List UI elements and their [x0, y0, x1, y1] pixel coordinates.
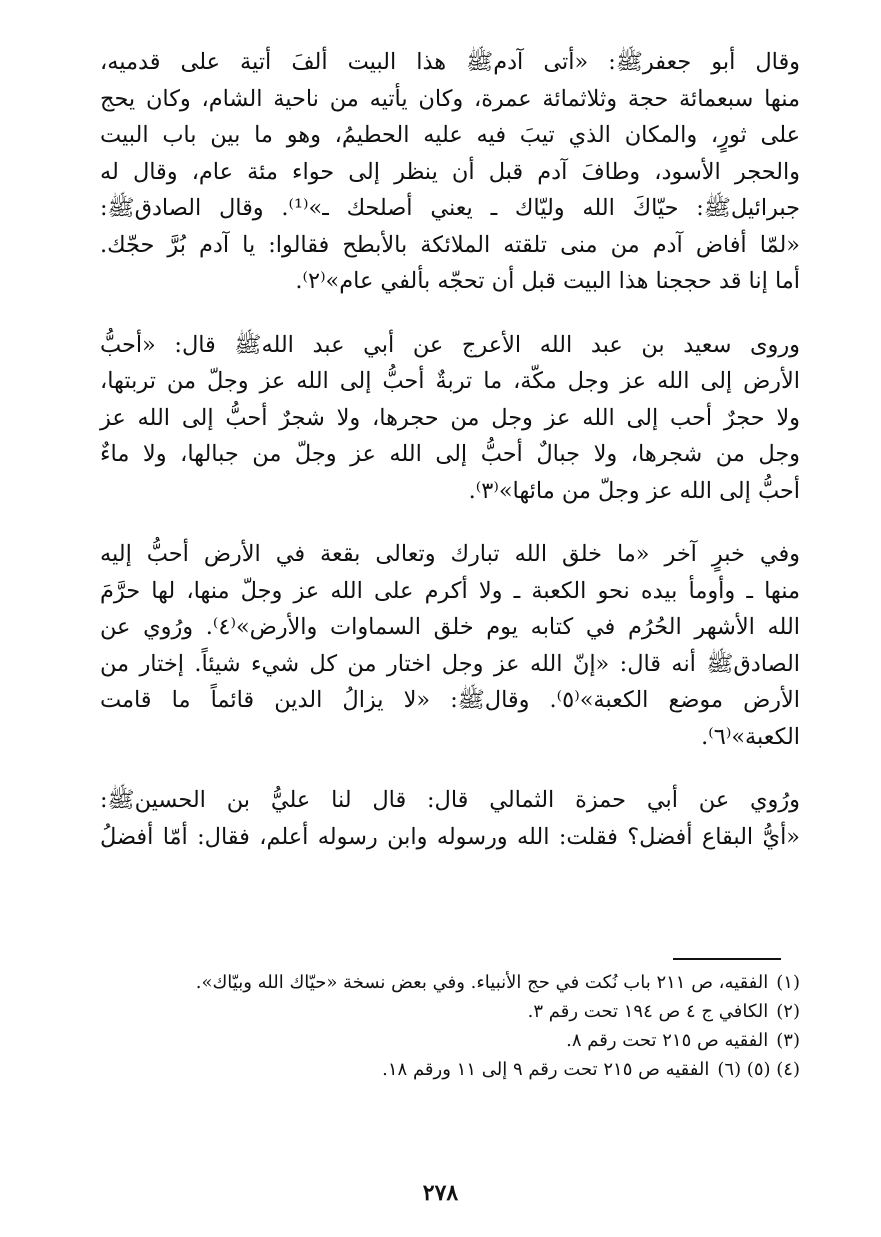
text-line: الله الأشهر الحُرُم في كتابه يوم خلق السماوات والأرض»⁽٤⁾. ورُوي عن	[100, 614, 800, 640]
footnote-text: الفقيه ص ٢١٥ تحت رقم ٩ إلى ١١ ورقم ١٨.	[382, 1059, 710, 1080]
footnote-number: (٢)	[776, 1001, 800, 1022]
footnote	[100, 968, 800, 997]
paragraph-4	[100, 782, 800, 855]
text-line: وفي خبرٍ آخر «ما خلق الله تبارك وتعالى بقعة في الأرض أحبُّ إليه	[100, 541, 800, 567]
footnote-number: (١)	[776, 972, 800, 993]
paragraph-3	[100, 536, 800, 755]
page-number: ٢٧٨	[422, 1180, 459, 1206]
paragraph-2	[100, 327, 800, 510]
text-line: ورُوي عن أبي حمزة الثمالي قال: قال لنا عليُّ بن الحسينﷺ:	[100, 787, 800, 813]
footnote	[100, 1026, 800, 1055]
text-line: الكعبة»⁽٦⁾.	[701, 723, 800, 750]
main-text	[100, 44, 800, 882]
text-line: على ثورٍ، والمكان الذي تيبَ فيه عليه الحطيمُ، وهو ما بين باب البيت	[100, 122, 800, 148]
footnote-number: (٤) (٥) (٦)	[717, 1059, 800, 1080]
text-line: «أيُّ البقاع أفضل؟ فقلت: الله ورسوله وابن رسوله أعلم، فقال: أمّا أفضلُ	[100, 823, 800, 850]
text-line: وروى سعيد بن عبد الله الأعرج عن أبي عبد اللهﷺ قال: «أحبُّ	[100, 331, 800, 358]
text-line: ولا حجرٌ أحب إلى الله عز وجل من حجرها، ولا شجرٌ أحبُّ إلى الله عز	[100, 404, 800, 431]
footnote-number: (٣)	[776, 1030, 800, 1051]
text-line: وقال أبو جعفرﷺ: «أتى آدمﷺ هذا البيت ألفَ أتية على قدميه،	[100, 49, 800, 75]
footnotes	[100, 968, 800, 1084]
footnote-text: الفقيه، ص ٢١١ باب نُكت في حج الأنبياء. وفي بعض نسخة «حيّاك الله وبيّاك».	[195, 972, 769, 993]
text-line: منها سبعمائة حجة وثلاثمائة عمرة، وكان يأتيه من ناحية الشام، وكان يحج	[100, 85, 800, 112]
footnote-divider	[673, 958, 781, 960]
footnote	[100, 1055, 800, 1084]
text-line: الأرض إلى الله عز وجل مكّة، ما تربةٌ أحبُّ إلى الله عز وجلّ من تربتها،	[100, 368, 800, 394]
text-line: «لمّا أفاض آدم من منى تلقته الملائكة بالأبطح فقالوا: يا آدم بُرَّ حجّك.	[100, 231, 800, 258]
text-line: أما إنا قد حججنا هذا البيت قبل أن تحجّه بألفي عام»⁽٢⁾.	[295, 268, 800, 294]
footnote-text: الفقيه ص ٢١٥ تحت رقم ٨.	[566, 1030, 769, 1051]
text-line: منها ـ وأومأ بيده نحو الكعبة ـ ولا أكرم على الله عز وجلّ منها، لها حرَّمَ	[100, 577, 800, 604]
text-line: والحجر الأسود، وطافَ آدم قبل أن ينظر إلى حواء مئة عام، وقال له	[100, 158, 800, 185]
text-line: الصادقﷺ أنه قال: «إنّ الله عز وجل اختار من كل شيء شيئاً. إختار من	[100, 650, 800, 677]
paragraph-1	[100, 44, 800, 300]
text-line: أحبُّ إلى الله عز وجلّ من مائها»⁽٣⁾.	[468, 477, 800, 504]
footnote-text: الكافي ج ٤ ص ١٩٤ تحت رقم ٣.	[527, 1001, 769, 1022]
text-line: جبرائيلﷺ: حيّاكَ الله وليّاك ـ يعني أصلحك ـ»⁽¹⁾. وقال الصادقﷺ:	[100, 195, 800, 221]
text-line: وجل من شجرها، ولا جبالٌ أحبُّ إلى الله عز وجلّ من جبالها، ولا ماءٌ	[100, 441, 800, 467]
footnote	[100, 997, 800, 1026]
text-line: الأرض موضع الكعبة»⁽٥⁾. وقالﷺ: «لا يزالُ الدين قائماً ما قامت	[100, 687, 800, 713]
